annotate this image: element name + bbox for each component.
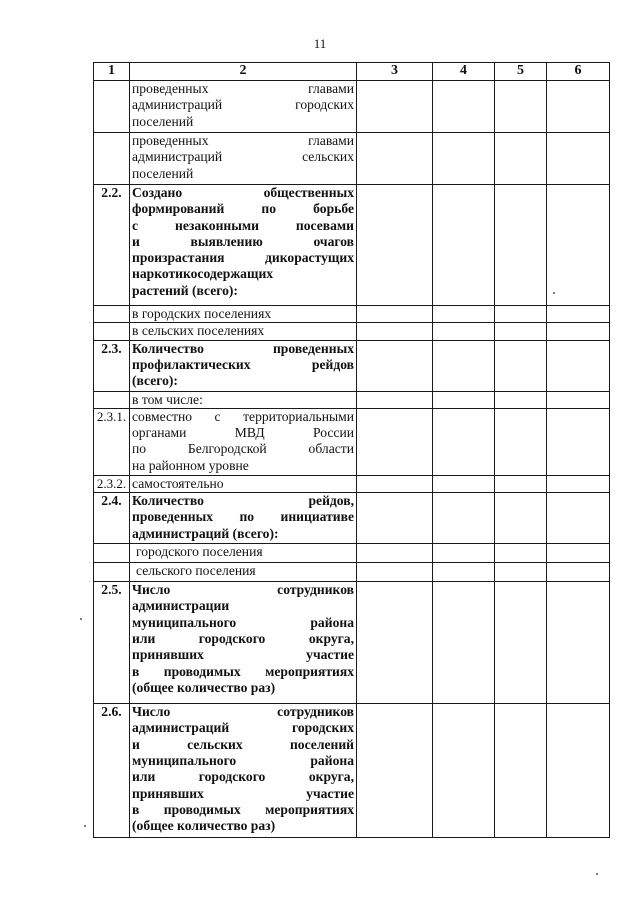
- empty-value-cell: [357, 133, 433, 185]
- empty-value-cell: [495, 704, 547, 838]
- description-line: проведенных по инициативе: [132, 509, 354, 525]
- table-row: [94, 391, 610, 408]
- row-number-cell: [94, 563, 130, 582]
- empty-value-cell: [357, 704, 433, 838]
- empty-value-cell: [433, 563, 495, 582]
- description-line: муниципального района: [132, 753, 354, 769]
- row-description-cell: [130, 133, 357, 185]
- description-line: сельского поселения: [136, 563, 256, 579]
- description-line: органами МВД России: [132, 425, 354, 441]
- empty-value-cell: [433, 408, 495, 475]
- header-cell: 3: [357, 63, 433, 81]
- empty-value-cell: [433, 544, 495, 563]
- row-description-cell: [130, 582, 357, 704]
- row-number-cell: 2.5.: [94, 582, 130, 704]
- page-number: 11: [313, 36, 327, 51]
- description-line: профилактических рейдов: [132, 356, 354, 372]
- empty-value-cell: [495, 306, 547, 323]
- empty-value-cell: [495, 323, 547, 340]
- description-line: администраций (всего):: [132, 525, 279, 541]
- empty-value-cell: [357, 493, 433, 544]
- description-line: на районном уровне: [132, 457, 249, 473]
- empty-value-cell: [495, 563, 547, 582]
- empty-value-cell: [433, 133, 495, 185]
- empty-value-cell: [547, 340, 610, 391]
- description-line: растений (всего):: [132, 282, 238, 298]
- empty-value-cell: [357, 81, 433, 133]
- empty-value-cell: [495, 582, 547, 704]
- empty-value-cell: [357, 563, 433, 582]
- description-line: поселений: [132, 113, 194, 129]
- header-cell: 2: [130, 63, 357, 81]
- row-description-cell: [130, 563, 357, 582]
- table-row: [94, 306, 610, 323]
- empty-value-cell: [547, 185, 610, 306]
- empty-value-cell: [433, 323, 495, 340]
- description-line: или городского округа,: [132, 769, 354, 785]
- empty-value-cell: [433, 582, 495, 704]
- description-line: наркотикосодержащих: [132, 266, 274, 282]
- table-row: [94, 340, 610, 391]
- description-line: в проводимых мероприятиях: [132, 801, 354, 817]
- empty-value-cell: [547, 475, 610, 492]
- empty-value-cell: [357, 306, 433, 323]
- description-line: по Белгородской области: [132, 441, 354, 457]
- description-line: самостоятельно: [132, 475, 224, 491]
- row-description-cell: [130, 391, 357, 408]
- empty-value-cell: [433, 391, 495, 408]
- table-row: [94, 323, 610, 340]
- empty-value-cell: [547, 81, 610, 133]
- empty-value-cell: [433, 493, 495, 544]
- row-description-cell: [130, 185, 357, 306]
- description-line: в том числе:: [132, 391, 203, 407]
- empty-value-cell: [495, 340, 547, 391]
- description-line: принявших участие: [132, 647, 354, 663]
- empty-value-cell: [547, 582, 610, 704]
- description-line: проведенных главами: [132, 81, 354, 96]
- description-line: (общее количество раз): [132, 679, 276, 695]
- description-line: в проводимых мероприятиях: [132, 663, 354, 679]
- empty-value-cell: [495, 391, 547, 408]
- empty-value-cell: [495, 544, 547, 563]
- description-line: совместно с территориальными: [132, 408, 354, 424]
- description-line: администрации: [132, 598, 230, 614]
- empty-value-cell: [547, 544, 610, 563]
- description-line: Количество проведенных: [132, 340, 354, 356]
- empty-value-cell: [357, 391, 433, 408]
- empty-value-cell: [495, 133, 547, 185]
- table-row: [94, 563, 610, 582]
- empty-value-cell: [433, 475, 495, 492]
- row-number-cell: 2.3.1.: [94, 408, 130, 475]
- row-description-cell: [130, 704, 357, 838]
- table-row: [94, 475, 610, 492]
- empty-value-cell: [357, 544, 433, 563]
- empty-value-cell: [433, 81, 495, 133]
- scan-speck: [596, 873, 598, 875]
- empty-value-cell: [433, 306, 495, 323]
- table-row: [94, 544, 610, 563]
- table-row: [94, 582, 610, 704]
- description-line: администраций городских: [132, 97, 354, 113]
- row-number-cell: 2.6.: [94, 704, 130, 838]
- table-row: [94, 704, 610, 838]
- empty-value-cell: [547, 704, 610, 838]
- header-cell: 4: [433, 63, 495, 81]
- table-row: [94, 493, 610, 544]
- row-number-cell: [94, 391, 130, 408]
- empty-value-cell: [547, 323, 610, 340]
- empty-value-cell: [433, 704, 495, 838]
- row-description-cell: [130, 408, 357, 475]
- description-line: и выявлению очагов: [132, 233, 354, 249]
- report-table: [93, 62, 610, 838]
- row-number-cell: [94, 81, 130, 133]
- row-number-cell: [94, 133, 130, 185]
- description-line: городского поселения: [136, 544, 263, 560]
- description-line: администраций городских: [132, 720, 354, 736]
- row-number-cell: [94, 544, 130, 563]
- description-line: в сельских поселениях: [132, 323, 265, 339]
- description-line: (всего):: [132, 373, 178, 389]
- empty-value-cell: [547, 133, 610, 185]
- table-row: [94, 81, 610, 133]
- scan-speck: [553, 292, 555, 294]
- row-description-cell: [130, 323, 357, 340]
- scan-speck: [80, 618, 82, 620]
- description-line: с незаконными посевами: [132, 217, 354, 233]
- description-line: произрастания дикорастущих: [132, 250, 354, 266]
- header-cell: 6: [547, 63, 610, 81]
- row-description-cell: [130, 493, 357, 544]
- row-description-cell: [130, 340, 357, 391]
- row-number-cell: 2.2.: [94, 185, 130, 306]
- scan-speck: [84, 825, 86, 827]
- row-number-cell: 2.3.: [94, 340, 130, 391]
- table-row: [94, 408, 610, 475]
- empty-value-cell: [547, 493, 610, 544]
- empty-value-cell: [547, 408, 610, 475]
- empty-value-cell: [495, 408, 547, 475]
- description-line: формирований по борьбе: [132, 201, 354, 217]
- description-line: и сельских поселений: [132, 736, 354, 752]
- description-line: муниципального района: [132, 614, 354, 630]
- description-line: администраций сельских: [132, 149, 354, 165]
- empty-value-cell: [495, 475, 547, 492]
- row-number-cell: 2.3.2.: [94, 475, 130, 492]
- description-line: или городского округа,: [132, 631, 354, 647]
- table-row: [94, 185, 610, 306]
- empty-value-cell: [547, 306, 610, 323]
- row-number-cell: [94, 306, 130, 323]
- empty-value-cell: [495, 81, 547, 133]
- description-line: Создано общественных: [132, 185, 354, 200]
- empty-value-cell: [357, 340, 433, 391]
- empty-value-cell: [495, 493, 547, 544]
- empty-value-cell: [357, 323, 433, 340]
- description-line: поселений: [132, 165, 194, 181]
- table-header-row: [94, 63, 610, 81]
- row-description-cell: [130, 544, 357, 563]
- header-cell: 1: [94, 63, 130, 81]
- empty-value-cell: [357, 475, 433, 492]
- empty-value-cell: [547, 563, 610, 582]
- empty-value-cell: [495, 185, 547, 306]
- row-description-cell: [130, 81, 357, 133]
- row-number-cell: 2.4.: [94, 493, 130, 544]
- table-row: [94, 133, 610, 185]
- description-line: Число сотрудников: [132, 704, 354, 720]
- row-description-cell: [130, 475, 357, 492]
- description-line: Число сотрудников: [132, 582, 354, 598]
- empty-value-cell: [547, 391, 610, 408]
- row-description-cell: [130, 306, 357, 323]
- empty-value-cell: [433, 340, 495, 391]
- description-line: проведенных главами: [132, 133, 354, 148]
- header-cell: 5: [495, 63, 547, 81]
- description-line: (общее количество раз): [132, 818, 276, 834]
- description-line: в городских поселениях: [132, 306, 272, 321]
- empty-value-cell: [357, 408, 433, 475]
- row-number-cell: [94, 323, 130, 340]
- empty-value-cell: [357, 582, 433, 704]
- description-line: принявших участие: [132, 785, 354, 801]
- empty-value-cell: [357, 185, 433, 306]
- description-line: Количество рейдов,: [132, 493, 354, 509]
- empty-value-cell: [433, 185, 495, 306]
